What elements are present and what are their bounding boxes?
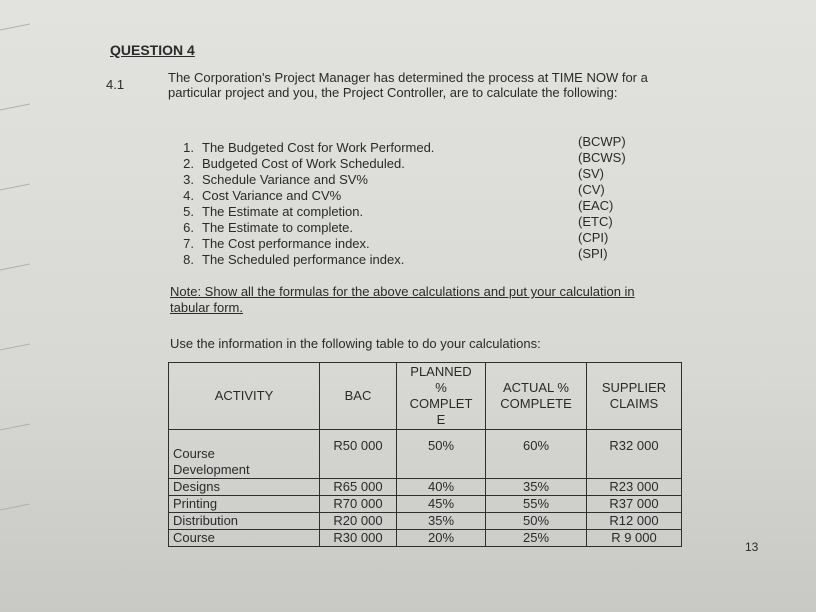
table-row	[169, 530, 682, 547]
list-item: 4. Cost Variance and CV%	[183, 188, 342, 203]
claims-cell: R32 000	[587, 430, 682, 479]
table-row	[169, 430, 682, 479]
note-text: Note: Show all the formulas for the above calculations and put your calculation in tabular form.	[170, 284, 635, 315]
abbreviation: (ETC)	[578, 214, 613, 229]
claims-cell: R23 000	[587, 479, 682, 496]
abbreviation: (CV)	[578, 182, 605, 197]
abbreviation: (BCWS)	[578, 150, 626, 165]
bac-cell: R20 000	[320, 513, 397, 530]
bac-cell: R65 000	[320, 479, 397, 496]
list-item: 3. Schedule Variance and SV%	[183, 172, 368, 187]
table-row	[169, 479, 682, 496]
list-item: 6. The Estimate to complete.	[183, 220, 354, 235]
abbreviation: (SV)	[578, 166, 604, 181]
activity-cell: Printing	[169, 496, 320, 513]
table-row	[169, 496, 682, 513]
list-item: 7. The Cost performance index.	[183, 236, 370, 251]
abbreviation-list	[578, 134, 626, 262]
actual-cell: 55%	[486, 496, 587, 513]
project-data-table	[168, 362, 682, 547]
list-item: 2. Budgeted Cost of Work Scheduled.	[183, 156, 405, 171]
list-item: 1. The Budgeted Cost for Work Performed.	[183, 140, 435, 155]
table-header-row	[169, 363, 682, 430]
table-instruction: Use the information in the following table to do your calculations:	[170, 336, 541, 351]
bac-cell: R50 000	[320, 430, 397, 479]
abbreviation: (EAC)	[578, 198, 614, 213]
abbreviation: (SPI)	[578, 246, 608, 261]
binder-edge-decoration	[0, 0, 30, 612]
header-activity: ACTIVITY	[169, 363, 320, 430]
actual-cell: 35%	[486, 479, 587, 496]
activity-cell: Designs	[169, 479, 320, 496]
claims-cell: R 9 000	[587, 530, 682, 547]
planned-cell: 20%	[397, 530, 486, 547]
page-number: 13	[745, 540, 759, 554]
header-actual: ACTUAL % COMPLETE	[486, 363, 587, 430]
bac-cell: R30 000	[320, 530, 397, 547]
planned-cell: 40%	[397, 479, 486, 496]
actual-cell: 50%	[486, 513, 587, 530]
subquestion-number: 4.1	[106, 77, 125, 92]
abbreviation: (CPI)	[578, 230, 609, 245]
actual-cell: 60%	[486, 430, 587, 479]
abbreviation: (BCWP)	[578, 134, 626, 149]
claims-cell: R37 000	[587, 496, 682, 513]
list-item: 5. The Estimate at completion.	[183, 204, 364, 219]
planned-cell: 50%	[397, 430, 486, 479]
planned-cell: 45%	[397, 496, 486, 513]
header-supplier-claims: SUPPLIER CLAIMS	[587, 363, 682, 430]
list-item: 8. The Scheduled performance index.	[183, 252, 405, 267]
question-title: QUESTION 4	[110, 42, 195, 58]
activity-cell: Distribution	[169, 513, 320, 530]
header-planned: PLANNED % COMPLET E	[397, 363, 486, 430]
question-intro: The Corporation's Project Manager has determined the process at TIME NOW for a particular project and you, the Project Controller, are to calculate the following:	[168, 70, 648, 100]
activity-cell: Course	[169, 530, 320, 547]
actual-cell: 25%	[486, 530, 587, 547]
activity-cell: Course Development	[169, 430, 320, 479]
calculation-list	[168, 140, 434, 268]
planned-cell: 35%	[397, 513, 486, 530]
bac-cell: R70 000	[320, 496, 397, 513]
header-bac: BAC	[320, 363, 397, 430]
claims-cell: R12 000	[587, 513, 682, 530]
table-row	[169, 513, 682, 530]
